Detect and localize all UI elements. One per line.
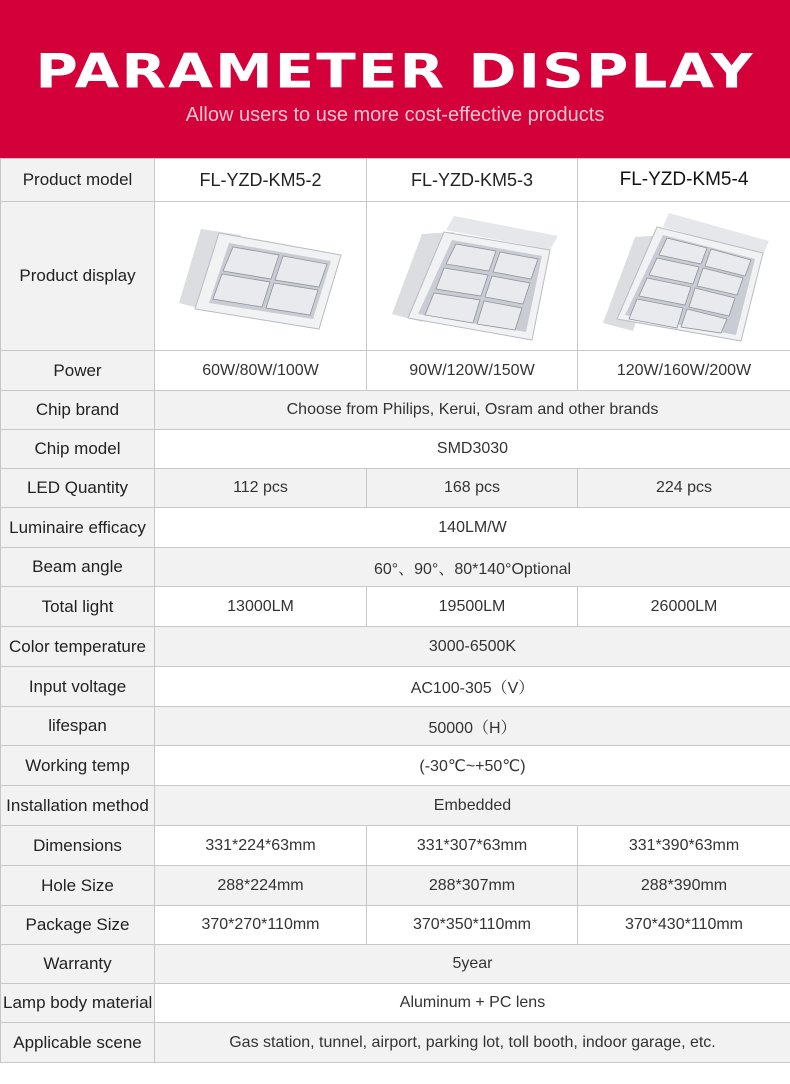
cell-value-merged: 3000-6500K	[155, 627, 790, 667]
cell-value: 288*224mm	[155, 866, 367, 906]
table-row-applicable-scene	[1, 1023, 790, 1063]
product-image-2	[367, 202, 578, 351]
row-label: Dimensions	[1, 826, 155, 866]
cell-value: 60W/80W/100W	[155, 351, 367, 391]
cell-value: 19500LM	[367, 587, 578, 627]
cell-value: 370*350*110mm	[367, 906, 578, 945]
cell-value-merged: Gas station, tunnel, airport, parking lot, toll booth, indoor garage, etc.	[155, 1023, 790, 1063]
row-label: Chip model	[1, 430, 155, 469]
table-row-working-temp	[1, 746, 790, 786]
table-row-beam-angle	[1, 548, 790, 587]
table-row-installation-method	[1, 786, 790, 826]
cell-value: 13000LM	[155, 587, 367, 627]
cell-value: 120W/160W/200W	[578, 351, 790, 391]
row-label: Applicable scene	[1, 1023, 155, 1063]
page-subtitle: Allow users to use more cost-effective products	[185, 104, 605, 126]
cell-value-merged: 50000（H）	[155, 707, 790, 746]
cell-value: 331*224*63mm	[155, 826, 367, 866]
cell-value: 370*430*110mm	[578, 906, 790, 945]
row-label: Warranty	[1, 945, 155, 984]
table-row-total-light	[1, 587, 790, 627]
table-row-product-model	[1, 159, 790, 202]
cell-value: 168 pcs	[367, 469, 578, 508]
row-label-product-display: Product display	[1, 202, 155, 351]
cell-value-merged: AC100-305（V）	[155, 667, 790, 707]
row-label: Power	[1, 351, 155, 391]
row-label: lifespan	[1, 707, 155, 746]
table-row-chip-brand	[1, 391, 790, 430]
cell-value: 224 pcs	[578, 469, 790, 508]
table-row-lifespan	[1, 707, 790, 746]
table-row-color-temperature	[1, 627, 790, 667]
table-row-lamp-body-material	[1, 984, 790, 1023]
cell-value: 90W/120W/150W	[367, 351, 578, 391]
row-label: Chip brand	[1, 391, 155, 430]
row-label: Luminaire efficacy	[1, 508, 155, 548]
product-image-3	[578, 202, 790, 351]
page-title: PARAMETER DISPLAY	[35, 43, 755, 99]
row-label: LED Quantity	[1, 469, 155, 508]
header-banner	[0, 0, 790, 158]
cell-value: 331*390*63mm	[578, 826, 790, 866]
row-label: Beam angle	[1, 548, 155, 587]
row-label: Lamp body material	[1, 984, 155, 1023]
parameter-table	[0, 158, 790, 1063]
cell-value: 112 pcs	[155, 469, 367, 508]
cell-value-merged: Aluminum + PC lens	[155, 984, 790, 1023]
table-row-chip-model	[1, 430, 790, 469]
product-image-1	[155, 202, 367, 351]
cell-value: 331*307*63mm	[367, 826, 578, 866]
table-row-warranty	[1, 945, 790, 984]
model-name-3: FL-YZD-KM5-4	[578, 159, 790, 202]
table-row-product-display	[1, 202, 790, 351]
table-row-led-quantity	[1, 469, 790, 508]
model-name-1: FL-YZD-KM5-2	[155, 159, 367, 202]
cell-value-merged: (-30℃~+50℃)	[155, 746, 790, 786]
cell-value: 370*270*110mm	[155, 906, 367, 945]
cell-value: 288*307mm	[367, 866, 578, 906]
row-label: Color temperature	[1, 627, 155, 667]
row-label: Package Size	[1, 906, 155, 945]
lamp-image-large	[591, 209, 777, 343]
row-label: Installation method	[1, 786, 155, 826]
row-label: Total light	[1, 587, 155, 627]
table-row-power	[1, 351, 790, 391]
cell-value-merged: Embedded	[155, 786, 790, 826]
cell-value-merged: 5year	[155, 945, 790, 984]
row-label: Input voltage	[1, 667, 155, 707]
cell-value-merged: 60°、90°、80*140°Optional	[155, 548, 790, 587]
table-row-dimensions	[1, 826, 790, 866]
table-row-input-voltage	[1, 667, 790, 707]
cell-value-merged: SMD3030	[155, 430, 790, 469]
row-label: Hole Size	[1, 866, 155, 906]
table-row-package-size	[1, 906, 790, 945]
row-label: Working temp	[1, 746, 155, 786]
model-name-2: FL-YZD-KM5-3	[367, 159, 578, 202]
table-row-hole-size	[1, 866, 790, 906]
row-label-product-model: Product model	[1, 159, 155, 202]
cell-value-merged: 140LM/W	[155, 508, 790, 548]
cell-value-merged: Choose from Philips, Kerui, Osram and other brands	[155, 391, 790, 430]
cell-value: 288*390mm	[578, 866, 790, 906]
lamp-image-medium	[382, 210, 562, 342]
cell-value: 26000LM	[578, 587, 790, 627]
table-row-luminaire-efficacy	[1, 508, 790, 548]
lamp-image-small	[171, 221, 351, 331]
